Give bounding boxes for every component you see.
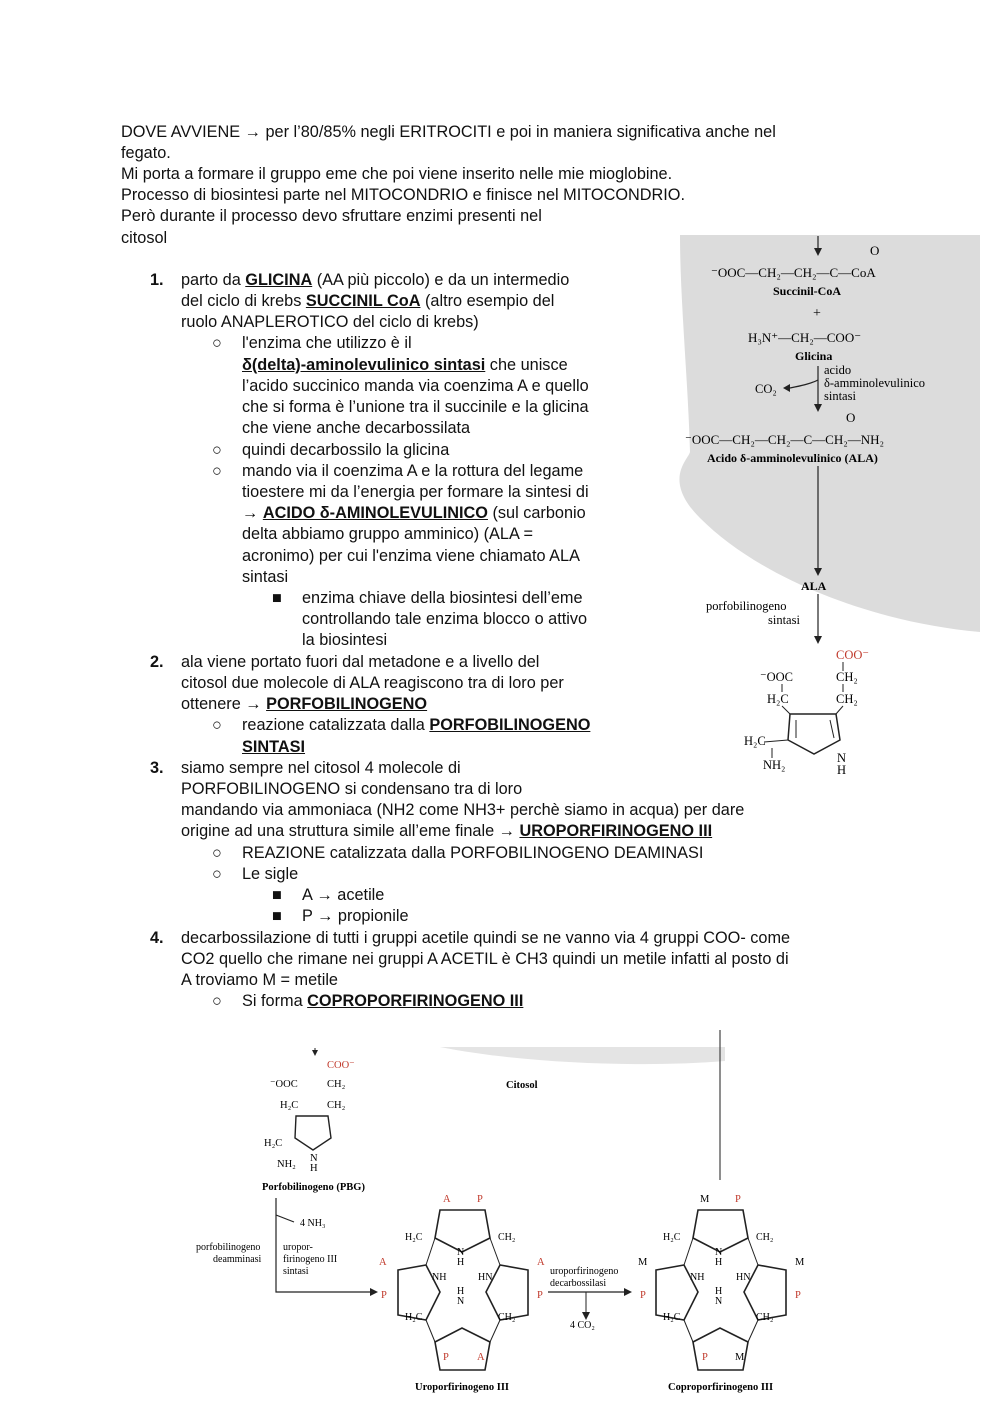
svg-text:P: P: [477, 1194, 483, 1205]
svg-text:H₂C: H₂C: [280, 1100, 299, 1111]
sub-line: delta abbiamo gruppo amminico) (ALA =: [242, 525, 533, 543]
pbg-synthase-label: sintasi: [768, 613, 800, 627]
sub-line: → ACIDO δ-AMINOLEVULINICO (sul carbonio: [242, 504, 586, 522]
step-line: A troviamo M = metile: [181, 971, 338, 989]
square-bullet: ■: [272, 589, 282, 607]
step-number: 4.: [150, 929, 164, 947]
enzyme-label: acido: [824, 363, 852, 377]
carbonyl-o: O: [846, 410, 856, 425]
svg-text:H₂C: H₂C: [405, 1232, 423, 1243]
svg-text:CH₂: CH₂: [836, 670, 858, 684]
circle-bullet: ○: [212, 441, 222, 459]
step-line: parto da GLICINA (AA più piccolo) e da un intermedio: [181, 271, 570, 289]
glycine-formula: H₃N⁺—CH₂—COO⁻: [748, 330, 862, 345]
sub-line: mando via il coenzima A e la rottura del legame: [242, 462, 584, 480]
svg-text:H: H: [457, 1257, 465, 1268]
bullet-line: enzima chiave della biosintesi dell’eme: [302, 589, 583, 607]
porphobilinogen-structure: [744, 648, 869, 777]
cytosol-label: Citosol: [506, 1080, 538, 1091]
ala-name: Acido δ-amminolevulinico (ALA): [707, 451, 878, 465]
intro-line: fegato.: [121, 144, 171, 162]
svg-text:NH₂: NH₂: [763, 758, 786, 772]
pbg-synthase-label: porfobilinogeno: [706, 599, 787, 613]
svg-text:CH₂: CH₂: [836, 692, 858, 706]
svg-text:H₂C: H₂C: [767, 692, 789, 706]
uroporphyrinogen-label: Uroporfirinogeno III: [415, 1382, 510, 1393]
svg-text:A: A: [477, 1352, 485, 1363]
sub-line: reazione catalizzata dalla PORFOBILINOGENO: [242, 716, 591, 734]
succinyl-formula: ⁻OOC—CH₂—CH₂—C—CoA: [711, 265, 876, 280]
uroporphyrinogen-structure: [379, 1194, 545, 1370]
sub-line: Si forma COPROPORFIRINOGENO III: [242, 992, 524, 1010]
svg-text:M: M: [735, 1352, 745, 1363]
plus-sign: +: [813, 306, 821, 321]
sub-line: acronimo) per cui l'enzima viene chiamato ALA: [242, 547, 580, 565]
sub-line: l’acido succinico manda via coenzima A e quello: [242, 377, 589, 395]
svg-text:N: N: [715, 1296, 723, 1307]
svg-text:H₂C: H₂C: [663, 1232, 681, 1243]
enzyme-label: sintasi: [283, 1266, 309, 1277]
sub-line: Le sigle: [242, 865, 299, 883]
step-line: origine ad una struttura simile all’eme finale → UROPORFIRINOGENO III: [181, 822, 713, 840]
intro-line: Però durante il processo devo sfruttare enzimi presenti nel: [121, 207, 542, 225]
uroporphyrinogen-figure: [0, 1030, 1000, 1413]
bullet-line: controllando tale enzima blocco o attivo: [302, 610, 588, 628]
svg-text:N: N: [457, 1296, 465, 1307]
svg-text:P: P: [443, 1352, 449, 1363]
svg-text:P: P: [735, 1194, 741, 1205]
sub-line: quindi decarbossilo la glicina: [242, 441, 450, 459]
svg-text:M: M: [700, 1194, 710, 1205]
step-line: ala viene portato fuori dal metadone e a livello del: [181, 653, 540, 671]
svg-text:CH₂: CH₂: [498, 1232, 516, 1243]
sub-line: che viene anche decarbossilata: [242, 419, 471, 437]
circle-bullet: ○: [212, 865, 222, 883]
step-number: 3.: [150, 759, 164, 777]
svg-text:CH₂: CH₂: [756, 1312, 774, 1323]
sub-line: che si forma è l’unione tra il succinile e la glicina: [242, 398, 589, 416]
coproporphyrinogen-label: Coproporfirinogeno III: [668, 1382, 774, 1393]
svg-text:P: P: [537, 1290, 543, 1301]
enzyme-label: decarbossilasi: [550, 1278, 607, 1289]
intro-line: DOVE AVVIENE → per l’80/85% negli ERITROCITI e poi in maniera significativa anche nel: [121, 123, 776, 141]
svg-text:N: N: [457, 1247, 465, 1258]
bullet-line: P → propionile: [302, 907, 409, 925]
svg-text:HN: HN: [736, 1272, 751, 1283]
step-line: ottenere → PORFOBILINOGENO: [181, 695, 428, 713]
succinyl-label: Succinil-CoA: [773, 284, 842, 298]
square-bullet: ■: [272, 886, 282, 904]
intro-line: citosol: [121, 229, 168, 247]
svg-text:CH₂: CH₂: [498, 1312, 516, 1323]
svg-text:M: M: [795, 1257, 805, 1268]
enzyme-label: uropor-: [283, 1242, 313, 1253]
step-number: 2.: [150, 653, 164, 671]
svg-text:H₂C: H₂C: [405, 1312, 423, 1323]
step-line: ruolo ANAPLEROTICO del ciclo di krebs): [181, 313, 479, 331]
sub-line: l'enzima che utilizzo è il: [242, 334, 412, 352]
step-line: citosol due molecole di ALA reagiscono tra di loro per: [181, 674, 564, 692]
nh3-label: 4 NH₃: [300, 1218, 326, 1229]
circle-bullet: ○: [212, 334, 222, 352]
svg-text:H: H: [715, 1257, 723, 1268]
svg-text:P: P: [795, 1290, 801, 1301]
step-line: decarbossilazione di tutti i gruppi acetile quindi se ne vanno via 4 gruppi COO- come: [181, 929, 791, 947]
svg-text:H: H: [310, 1163, 318, 1174]
svg-text:P: P: [702, 1352, 708, 1363]
svg-text:COO⁻: COO⁻: [327, 1060, 355, 1071]
step-line: mandando via ammoniaca (NH2 come NH3+ perchè siamo in acqua) per dare: [181, 801, 745, 819]
sub-line: tioestere mi da l’energia per formare la sintesi di: [242, 483, 589, 501]
svg-text:NH₂: NH₂: [277, 1159, 296, 1170]
circle-bullet: ○: [212, 844, 222, 862]
step-line: siamo sempre nel citosol 4 molecole di: [181, 759, 461, 777]
svg-text:H: H: [837, 763, 847, 777]
svg-text:NH: NH: [432, 1272, 447, 1283]
svg-text:COO⁻: COO⁻: [836, 648, 869, 662]
bullet-line: la biosintesi: [302, 631, 388, 649]
sub-line: REAZIONE catalizzata dalla PORFOBILINOGENO DEAMINASI: [242, 844, 704, 862]
step-line: del ciclo di krebs SUCCINIL CoA (altro esempio del: [181, 292, 555, 310]
sub-line: SINTASI: [242, 738, 306, 756]
svg-text:NH: NH: [690, 1272, 705, 1283]
circle-bullet: ○: [212, 992, 222, 1010]
svg-text:CH₂: CH₂: [756, 1232, 774, 1243]
enzyme-label: firinogeno III: [283, 1254, 338, 1265]
enzyme-label: porfobilinogeno: [196, 1242, 261, 1253]
intro-line: Mi porta a formare il gruppo eme che poi viene inserito nelle mie mioglobine.: [121, 165, 673, 183]
cytosol-band: [440, 1047, 725, 1064]
enzyme-label: deamminasi: [213, 1254, 262, 1265]
svg-text:⁻OOC: ⁻OOC: [270, 1079, 298, 1090]
svg-text:N: N: [310, 1153, 318, 1164]
sub-line: δ(delta)-aminolevulinico sintasi che unisce: [242, 356, 568, 374]
ala-label: ALA: [801, 579, 827, 593]
svg-text:HN: HN: [478, 1272, 493, 1283]
step-line: CO2 quello che rimane nei gruppi A ACETIL è CH3 quindi un metile infatti al posto di: [181, 950, 789, 968]
svg-text:H₂C: H₂C: [744, 734, 766, 748]
circle-bullet: ○: [212, 716, 222, 734]
enzyme-label: δ-amminolevulinico: [824, 376, 926, 390]
square-bullet: ■: [272, 907, 282, 925]
svg-text:A: A: [443, 1194, 451, 1205]
svg-text:H₂C: H₂C: [264, 1138, 283, 1149]
co2-label: 4 CO₂: [570, 1320, 595, 1331]
co2-label: CO₂: [755, 382, 777, 396]
coproporphyrinogen-structure: [638, 1194, 805, 1370]
pbg-label: Porfobilinogeno (PBG): [262, 1182, 365, 1193]
pbg-structure: [264, 1060, 355, 1174]
sub-line: sintasi: [242, 568, 289, 586]
svg-text:H: H: [457, 1286, 465, 1297]
svg-text:N: N: [837, 751, 847, 765]
step-line: PORFOBILINOGENO si condensano tra di loro: [181, 780, 523, 798]
enzyme-label: sintasi: [824, 389, 856, 403]
bullet-line: A → acetile: [302, 886, 385, 904]
carbonyl-o: O: [870, 243, 880, 258]
svg-text:N: N: [715, 1247, 723, 1258]
svg-text:M: M: [638, 1257, 648, 1268]
enzyme-label: uroporfirinogeno: [550, 1266, 619, 1277]
svg-text:⁻OOC: ⁻OOC: [760, 670, 793, 684]
ala-formula: ⁻OOC—CH₂—CH₂—C—CH₂—NH₂: [685, 432, 885, 447]
svg-text:CH₂: CH₂: [327, 1079, 346, 1090]
intro-line: Processo di biosintesi parte nel MITOCONDRIO e finisce nel MITOCONDRIO.: [121, 186, 685, 204]
glycine-label: Glicina: [795, 349, 833, 363]
svg-text:P: P: [381, 1290, 387, 1301]
svg-text:H: H: [715, 1286, 723, 1297]
svg-text:A: A: [537, 1257, 545, 1268]
circle-bullet: ○: [212, 462, 222, 480]
svg-text:A: A: [379, 1257, 387, 1268]
step-number: 1.: [150, 271, 164, 289]
svg-text:CH₂: CH₂: [327, 1100, 346, 1111]
svg-text:P: P: [640, 1290, 646, 1301]
svg-text:H₂C: H₂C: [663, 1312, 681, 1323]
